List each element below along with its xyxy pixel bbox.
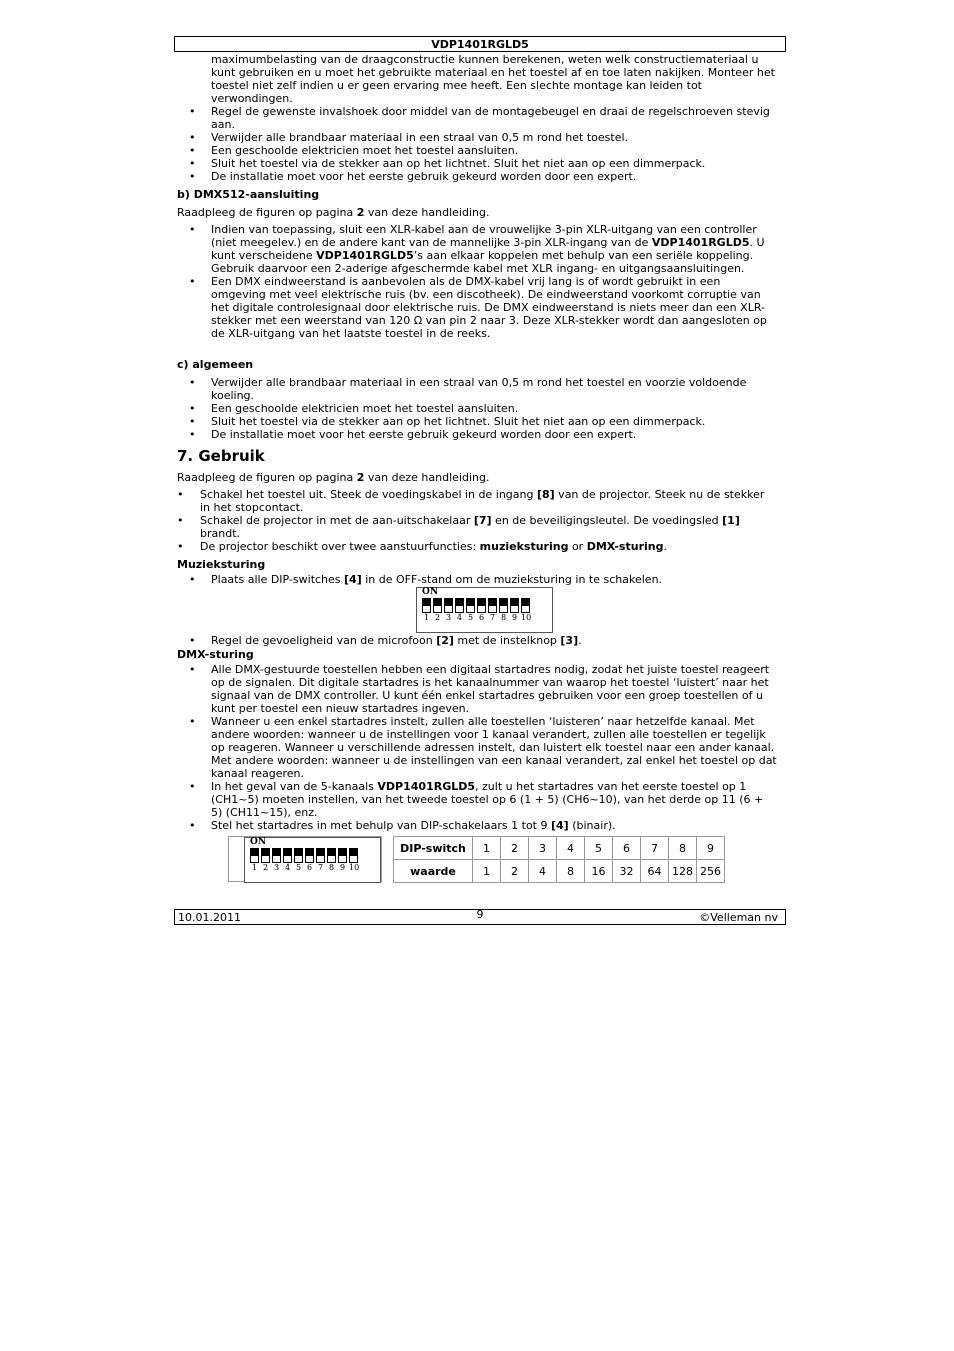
table-cell: 5 bbox=[585, 837, 613, 860]
table-cell: 128 bbox=[669, 860, 697, 883]
list-item: • Verwijder alle brandbaar materiaal in een straal van 0,5 m rond het toestel. bbox=[177, 131, 777, 144]
dip-switch-toggle bbox=[272, 848, 281, 863]
section-b-heading: b) DMX512-aansluiting bbox=[177, 188, 320, 201]
section-a-tail bbox=[177, 53, 777, 183]
list-item: • De installatie moet voor het eerste gebruik gekeurd worden door een expert. bbox=[177, 428, 777, 441]
dip-switch-number: 2 bbox=[262, 863, 269, 872]
dip-switch-toggle bbox=[250, 848, 259, 863]
list-item: • Een DMX eindweerstand is aanbevolen als de DMX-kabel vrij lang is of wordt gebruikt in een omgeving met veel elektrische ruis (bv. een discotheek). De eindweerstand voorkomt corruptie van het digitale controlesignaal door elektrische ruis. De DMX eindweerstand is niets meer dan een XLR-stekker met een weerstand van 120 Ω van pin 2 naar 3. Deze XLR-stekker wordt dan aangesloten op de XLR-uitgang van het laatste toestel in de reeks. bbox=[177, 275, 777, 340]
list-item: • Stel het startadres in met behulp van DIP-schakelaars 1 tot 9 [4] (binair). bbox=[177, 819, 777, 832]
list-item: • De installatie moet voor het eerste gebruik gekeurd worden door een expert. bbox=[177, 170, 777, 183]
section-b bbox=[177, 188, 777, 340]
dip-switch-toggle bbox=[466, 598, 475, 613]
dmx-heading: DMX-sturing bbox=[177, 648, 254, 661]
table-cell: 4 bbox=[557, 837, 585, 860]
dip-switch-number: 8 bbox=[328, 863, 335, 872]
table-cell: 6 bbox=[613, 837, 641, 860]
table-cell: 7 bbox=[641, 837, 669, 860]
page-header bbox=[174, 36, 786, 52]
section-gebruik bbox=[177, 447, 777, 553]
dip-switch-number: 9 bbox=[511, 613, 518, 622]
list-item: • Regel de gevoeligheid van de microfoon [2] met de instelknop [3]. bbox=[177, 634, 777, 647]
dip-switch-number: 1 bbox=[423, 613, 430, 622]
list-item: • Wanneer u een enkel startadres instelt, zullen alle toestellen ‘luisteren’ naar hetzelfde kanaal. Met andere woorden: wanneer u de instellingen voor 1 kanaal verandert, zullen alle toestellen er tegelijk op reageren. Wanneer u verschillende adressen instelt, dan luistert elk toestel naar een ander kanaal. Met andere woorden: wanneer u de instellingen van een kanaal verandert, zal enkel het toestel op dat kanaal reageren. bbox=[177, 715, 777, 780]
dip-switch-toggle bbox=[521, 598, 530, 613]
dip-switch-toggle bbox=[327, 848, 336, 863]
dip-on-label: ON bbox=[250, 837, 267, 847]
dip-switch-toggle bbox=[338, 848, 347, 863]
dip-switch-toggle bbox=[488, 598, 497, 613]
table-cell: 1 bbox=[473, 860, 501, 883]
table-cell: 64 bbox=[641, 860, 669, 883]
dip-switch-number: 2 bbox=[434, 613, 441, 622]
dip-switch-number: 3 bbox=[273, 863, 280, 872]
table-cell: 4 bbox=[529, 860, 557, 883]
dip-switch-toggle bbox=[316, 848, 325, 863]
section-b-intro: Raadpleeg de figuren op pagina 2 van deze handleiding. bbox=[177, 206, 490, 219]
table-cell: 2 bbox=[501, 860, 529, 883]
dip-switch-number: 4 bbox=[456, 613, 463, 622]
dip-switch-toggle bbox=[422, 598, 431, 613]
dip-switch-toggle bbox=[510, 598, 519, 613]
dip-switch-number: 9 bbox=[339, 863, 346, 872]
dip-switch-toggle bbox=[261, 848, 270, 863]
dip-switch-number: 10 bbox=[349, 863, 360, 872]
dip-switch-toggle bbox=[433, 598, 442, 613]
dip-switch-number: 4 bbox=[284, 863, 291, 872]
table-header-cell: waarde bbox=[394, 860, 473, 883]
list-item: • Alle DMX-gestuurde toestellen hebben een digitaal startadres nodig, zodat het juiste toestel reageert op de signalen. Dit digitale startadres is het kanaalnummer van waarop het toestel ‘luistert’ naar het signaal van de DMX controller. U kunt één enkel startadres gebruiken voor een groep toestellen of u kunt per toestel een nieuw startadres ingeven. bbox=[177, 663, 777, 715]
dip-switch-toggle bbox=[294, 848, 303, 863]
list-item: • Indien van toepassing, sluit een XLR-kabel aan de vrouwelijke 3-pin XLR-uitgang van een controller (niet meegelev.) en de andere kant van de mannelijke 3-pin XLR-ingang van de VDP1401RGLD5. U kunt verscheidene VDP1401RGLD5’s aan elkaar koppelen met behulp van een seriële koppeling. Gebruik daarvoor een 2-aderige afgeschermde kabel met XLR ingang- en uitgangsaansluitingen. bbox=[177, 223, 777, 275]
table-cell: 9 bbox=[697, 837, 725, 860]
section-muzieksturing bbox=[177, 558, 777, 586]
dip-switch-number: 1 bbox=[251, 863, 258, 872]
list-item: • Schakel de projector in met de aan-uitschakelaar [7] en de beveiligingsleutel. De voedingsled [1] brandt. bbox=[177, 514, 777, 540]
list-item: • In het geval van de 5-kanaals VDP1401RGLD5, zult u het startadres van het eerste toestel op 1 (CH1~5) moeten instellen, van het tweede toestel op 6 (1 + 5) (CH6~10), van het derde op 11 (6 + 5) (CH11~15), enz. bbox=[177, 780, 777, 819]
dip-switch-figure-off bbox=[416, 587, 553, 633]
list-item: • De projector beschikt over twee aanstuurfuncties: muzieksturing or DMX-sturing. bbox=[177, 540, 777, 553]
table-cell: 8 bbox=[557, 860, 585, 883]
footer-date: 10.01.2011 bbox=[178, 911, 241, 924]
music-item-2 bbox=[177, 634, 777, 647]
dip-switch-toggle bbox=[349, 848, 358, 863]
table-row bbox=[394, 837, 725, 860]
dip-switch-number: 6 bbox=[478, 613, 485, 622]
list-item: • Een geschoolde elektricien moet het toestel aansluiten. bbox=[177, 144, 777, 157]
table-cell: 1 bbox=[473, 837, 501, 860]
header-title: VDP1401RGLD5 bbox=[431, 38, 529, 51]
list-item: • Schakel het toestel uit. Steek de voedingskabel in de ingang [8] van de projector. Steek nu de stekker in het stopcontact. bbox=[177, 488, 777, 514]
list-item: • Verwijder alle brandbaar materiaal in een straal van 0,5 m rond het toestel en voorzie voldoende koeling. bbox=[177, 376, 777, 402]
list-item: maximumbelasting van de draagconstructie kunnen berekenen, weten welk constructiemateriaal u kunt gebruiken en u moet het gebruikte materiaal en het toestel af en toe laten nakijken. Monteer het toestel niet zelf indien u er geen ervaring mee heeft. Een slechte montage kan leiden tot verwondingen. bbox=[211, 53, 775, 105]
table-cell: 3 bbox=[529, 837, 557, 860]
page-number: 9 bbox=[476, 908, 484, 921]
table-cell: 16 bbox=[585, 860, 613, 883]
section-c bbox=[177, 358, 777, 441]
table-row bbox=[394, 860, 725, 883]
dip-switch-number: 7 bbox=[317, 863, 324, 872]
section-dmx-sturing bbox=[177, 648, 777, 832]
list-item: • Regel de gewenste invalshoek door middel van de montagebeugel en draai de regelschroeven stevig aan. bbox=[177, 105, 777, 131]
section-7-intro: Raadpleeg de figuren op pagina 2 van deze handleiding. bbox=[177, 471, 490, 484]
dip-switch-number: 5 bbox=[295, 863, 302, 872]
section-title: 7. Gebruik bbox=[177, 447, 265, 465]
dip-switch-number: 8 bbox=[500, 613, 507, 622]
music-heading: Muzieksturing bbox=[177, 558, 266, 571]
table-cell: 256 bbox=[697, 860, 725, 883]
dip-switch-toggle bbox=[444, 598, 453, 613]
dip-table-image-cell bbox=[228, 836, 382, 882]
dip-switch-toggle bbox=[499, 598, 508, 613]
list-item: • Sluit het toestel via de stekker aan op het lichtnet. Sluit het niet aan op een dimmerpack. bbox=[177, 157, 777, 170]
dip-switch-toggle bbox=[305, 848, 314, 863]
list-item: • Sluit het toestel via de stekker aan op het lichtnet. Sluit het niet aan op een dimmerpack. bbox=[177, 415, 777, 428]
dip-switch-figure-binary bbox=[244, 837, 381, 883]
page-footer bbox=[174, 909, 786, 925]
list-item: • Een geschoolde elektricien moet het toestel aansluiten. bbox=[177, 402, 777, 415]
dip-switch-toggle bbox=[283, 848, 292, 863]
dip-value-table bbox=[393, 836, 725, 883]
dip-switch-number: 3 bbox=[445, 613, 452, 622]
dip-switch-number: 6 bbox=[306, 863, 313, 872]
dip-switch-number: 7 bbox=[489, 613, 496, 622]
footer-company: ©Velleman nv bbox=[699, 911, 778, 924]
dip-switch-toggle bbox=[477, 598, 486, 613]
dip-on-label: ON bbox=[422, 587, 439, 597]
dip-switch-number: 5 bbox=[467, 613, 474, 622]
table-cell: 32 bbox=[613, 860, 641, 883]
list-item: • Plaats alle DIP-switches [4] in de OFF-stand om de muzieksturing in te schakelen. bbox=[177, 573, 777, 586]
table-cell: 2 bbox=[501, 837, 529, 860]
table-header-cell: DIP-switch bbox=[394, 837, 473, 860]
section-c-heading: c) algemeen bbox=[177, 358, 254, 371]
dip-switch-toggle bbox=[455, 598, 464, 613]
table-cell: 8 bbox=[669, 837, 697, 860]
dip-switch-number: 10 bbox=[521, 613, 532, 622]
